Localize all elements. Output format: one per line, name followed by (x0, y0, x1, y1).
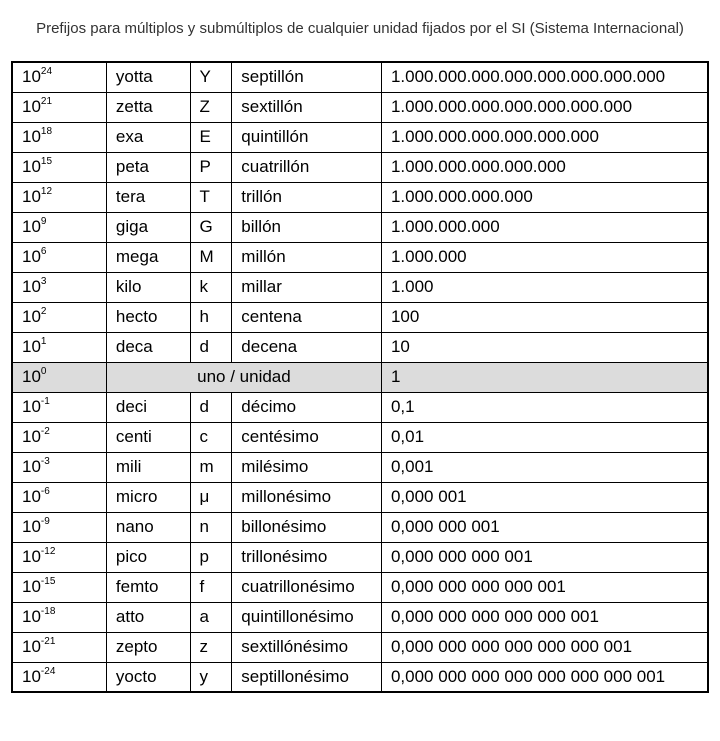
unit-name-cell: uno / unidad (106, 362, 381, 392)
table-row (12, 182, 708, 212)
value-cell: 1.000.000.000.000.000.000.000 (381, 92, 708, 122)
symbol-cell: d (190, 392, 232, 422)
power-exponent: -12 (40, 546, 56, 557)
value-cell: 0,000 000 000 000 000 001 (381, 602, 708, 632)
power-cell (12, 122, 106, 152)
power-base: 10 (22, 97, 41, 116)
prefix-cell: yotta (106, 62, 190, 92)
power-cell (12, 662, 106, 692)
symbol-cell: m (190, 452, 232, 482)
symbol-cell: Y (190, 62, 232, 92)
symbol-cell: E (190, 122, 232, 152)
table-row (12, 212, 708, 242)
table-row (12, 272, 708, 302)
power-cell (12, 422, 106, 452)
prefix-cell: kilo (106, 272, 190, 302)
symbol-cell: h (190, 302, 232, 332)
value-cell: 1.000 (381, 272, 708, 302)
symbol-cell: M (190, 242, 232, 272)
value-cell: 0,000 000 000 000 001 (381, 572, 708, 602)
value-cell: 1.000.000.000.000.000 (381, 152, 708, 182)
power-cell (12, 182, 106, 212)
prefix-cell: pico (106, 542, 190, 572)
power-exponent: -9 (40, 516, 50, 527)
name-cell: millonésimo (232, 482, 382, 512)
name-cell: décimo (232, 392, 382, 422)
value-cell: 0,000 001 (381, 482, 708, 512)
power-cell (12, 392, 106, 422)
symbol-cell: d (190, 332, 232, 362)
name-cell: quintillón (232, 122, 382, 152)
table-row (12, 482, 708, 512)
table-row (12, 302, 708, 332)
power-exponent: -6 (40, 486, 50, 497)
power-base: 10 (22, 547, 41, 566)
power-base: 10 (22, 157, 41, 176)
table-row (12, 512, 708, 542)
power-cell (12, 452, 106, 482)
value-cell: 0,000 000 000 000 000 000 000 001 (381, 662, 708, 692)
value-cell: 0,01 (381, 422, 708, 452)
power-cell (12, 542, 106, 572)
prefix-cell: zepto (106, 632, 190, 662)
power-base: 10 (22, 307, 41, 326)
symbol-cell: n (190, 512, 232, 542)
power-cell (12, 302, 106, 332)
power-exponent: -3 (40, 456, 50, 467)
name-cell: millar (232, 272, 382, 302)
name-cell: milésimo (232, 452, 382, 482)
power-exponent: -18 (40, 606, 56, 617)
power-exponent: -15 (40, 576, 56, 587)
value-cell: 0,000 000 000 000 000 000 001 (381, 632, 708, 662)
si-prefixes-table-body (12, 62, 708, 692)
power-cell (12, 242, 106, 272)
value-cell: 0,1 (381, 392, 708, 422)
symbol-cell: a (190, 602, 232, 632)
name-cell: billonésimo (232, 512, 382, 542)
prefix-cell: micro (106, 482, 190, 512)
prefix-cell: nano (106, 512, 190, 542)
power-exponent: 3 (40, 276, 47, 287)
power-exponent: 18 (40, 126, 53, 137)
name-cell: quintillonésimo (232, 602, 382, 632)
symbol-cell: z (190, 632, 232, 662)
table-row (12, 572, 708, 602)
power-exponent: 1 (40, 336, 47, 347)
power-cell (12, 92, 106, 122)
power-exponent: -21 (40, 636, 56, 647)
value-cell: 0,000 000 001 (381, 512, 708, 542)
name-cell: septillón (232, 62, 382, 92)
value-cell: 1.000.000 (381, 242, 708, 272)
prefix-cell: deca (106, 332, 190, 362)
power-exponent: 2 (40, 306, 47, 317)
power-base: 10 (22, 187, 41, 206)
prefix-cell: peta (106, 152, 190, 182)
symbol-cell: μ (190, 482, 232, 512)
value-cell: 1.000.000.000 (381, 212, 708, 242)
symbol-cell: G (190, 212, 232, 242)
power-base: 10 (22, 637, 41, 656)
name-cell: decena (232, 332, 382, 362)
table-row (12, 62, 708, 92)
name-cell: septillonésimo (232, 662, 382, 692)
power-cell (12, 482, 106, 512)
symbol-cell: y (190, 662, 232, 692)
prefix-cell: centi (106, 422, 190, 452)
power-exponent: 24 (40, 66, 53, 78)
table-row (12, 422, 708, 452)
prefix-cell: exa (106, 122, 190, 152)
name-cell: trillonésimo (232, 542, 382, 572)
power-base: 10 (22, 487, 41, 506)
table-row-unit (12, 362, 708, 392)
power-exponent: -2 (40, 426, 50, 437)
name-cell: centena (232, 302, 382, 332)
table-row (12, 152, 708, 182)
power-exponent: 12 (40, 186, 53, 197)
name-cell: sextillónésimo (232, 632, 382, 662)
power-exponent: 0 (40, 366, 47, 377)
value-cell: 1.000.000.000.000.000.000 (381, 122, 708, 152)
power-base: 10 (22, 397, 41, 416)
power-base: 10 (22, 457, 41, 476)
prefix-cell: hecto (106, 302, 190, 332)
power-cell (12, 212, 106, 242)
table-row (12, 452, 708, 482)
power-cell (12, 62, 106, 92)
value-cell: 100 (381, 302, 708, 332)
power-base: 10 (22, 67, 41, 87)
power-base: 10 (22, 517, 41, 536)
power-base: 10 (22, 367, 41, 386)
table-row (12, 632, 708, 662)
power-base: 10 (22, 217, 41, 236)
prefix-cell: atto (106, 602, 190, 632)
name-cell: cuatrillón (232, 152, 382, 182)
table-caption: Prefijos para múltiplos y submúltiplos de cualquier unidad fijados por el SI (Sistema Internacional) (36, 20, 684, 37)
name-cell: millón (232, 242, 382, 272)
name-cell: sextillón (232, 92, 382, 122)
table-row (12, 332, 708, 362)
power-cell (12, 272, 106, 302)
power-base: 10 (22, 427, 41, 446)
power-cell (12, 152, 106, 182)
prefix-cell: deci (106, 392, 190, 422)
table-row (12, 392, 708, 422)
value-cell: 1 (381, 362, 708, 392)
power-exponent: 21 (40, 96, 53, 107)
symbol-cell: T (190, 182, 232, 212)
value-cell: 10 (381, 332, 708, 362)
prefix-cell: mega (106, 242, 190, 272)
si-prefixes-table (11, 61, 709, 693)
prefix-cell: giga (106, 212, 190, 242)
power-base: 10 (22, 607, 41, 626)
symbol-cell: c (190, 422, 232, 452)
power-exponent: 6 (40, 246, 47, 257)
power-exponent: -1 (40, 396, 50, 407)
prefix-cell: tera (106, 182, 190, 212)
name-cell: cuatrillonésimo (232, 572, 382, 602)
power-cell (12, 602, 106, 632)
power-cell (12, 572, 106, 602)
power-cell (12, 332, 106, 362)
table-row (12, 602, 708, 632)
power-exponent: 9 (40, 216, 47, 227)
table-row (12, 242, 708, 272)
value-cell: 1.000.000.000.000.000.000.000.000 (381, 62, 708, 92)
name-cell: trillón (232, 182, 382, 212)
power-exponent: -24 (40, 665, 56, 677)
table-row (12, 542, 708, 572)
prefix-cell: mili (106, 452, 190, 482)
power-cell (12, 632, 106, 662)
power-cell (12, 512, 106, 542)
prefix-cell: zetta (106, 92, 190, 122)
table-row (12, 662, 708, 692)
power-base: 10 (22, 277, 41, 296)
value-cell: 0,001 (381, 452, 708, 482)
symbol-cell: p (190, 542, 232, 572)
power-exponent: 15 (40, 156, 53, 167)
symbol-cell: Z (190, 92, 232, 122)
table-row (12, 92, 708, 122)
symbol-cell: k (190, 272, 232, 302)
power-base: 10 (22, 127, 41, 146)
prefix-cell: yocto (106, 662, 190, 692)
name-cell: centésimo (232, 422, 382, 452)
power-cell (12, 362, 106, 392)
value-cell: 0,000 000 000 001 (381, 542, 708, 572)
power-base: 10 (22, 337, 41, 356)
value-cell: 1.000.000.000.000 (381, 182, 708, 212)
power-base: 10 (22, 247, 41, 266)
symbol-cell: f (190, 572, 232, 602)
name-cell: billón (232, 212, 382, 242)
prefix-cell: femto (106, 572, 190, 602)
symbol-cell: P (190, 152, 232, 182)
table-row (12, 122, 708, 152)
power-base: 10 (22, 577, 41, 596)
power-base: 10 (22, 666, 41, 686)
